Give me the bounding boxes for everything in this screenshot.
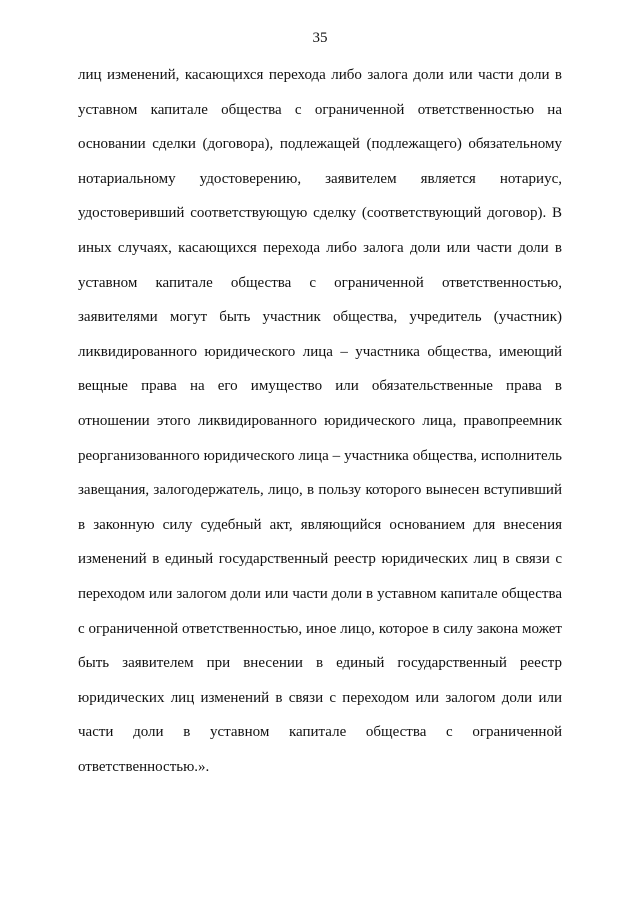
page-number: 35 [312,30,328,46]
text-line-16: переходом или залогом доли или части доли в уставном капитале общества [78,585,562,602]
text-line-12: реорганизованного юридического лица – участника общества, исполнитель [78,447,562,464]
text-line-14: в законную силу судебный акт, являющийся основанием для внесения [78,516,562,533]
text-line-7: уставном капитале общества с ограниченной ответственностью, [78,274,562,291]
text-line-21: ответственностью.». [78,758,210,775]
text-line-10: вещные права на его имущество или обязательственные права в [78,378,562,395]
text-line-19: юридических лиц изменений в связи с переходом или залогом доли или [78,689,562,706]
text-line-20: части доли в уставном капитале общества с ограниченной [78,724,562,741]
text-line-6: иных случаях, касающихся перехода либо залога доли или части доли в [78,239,562,256]
text-line-5: удостоверивший соответствующую сделку (соответствующий договор). В [78,205,562,222]
text-line-17: с ограниченной ответственностью, иное лицо, которое в силу закона может [78,620,562,637]
text-line-8: заявителями могут быть участник общества, учредитель (участник) [78,309,562,326]
text-line-11: отношении этого ликвидированного юридического лица, правопреемник [78,412,562,429]
text-line-18: быть заявителем при внесении в единый государственный реестр [78,655,562,672]
text-line-2: уставном капитале общества с ограниченной ответственностью на [78,101,562,118]
text-line-9: ликвидированного юридического лица – участника общества, имеющий [78,343,562,360]
text-line-3: основании сделки (договора), подлежащей (подлежащего) обязательному [78,136,562,153]
text-line-1: лиц изменений, касающихся перехода либо залога доли или части доли в [78,67,562,83]
text-line-4: нотариальному удостоверению, заявителем является нотариус, [78,170,562,187]
text-line-13: завещания, залогодержатель, лицо, в пользу которого вынесен вступивший [78,482,562,499]
text-line-15: изменений в единый государственный реестр юридических лиц в связи с [78,551,562,568]
body-text [78,64,562,790]
